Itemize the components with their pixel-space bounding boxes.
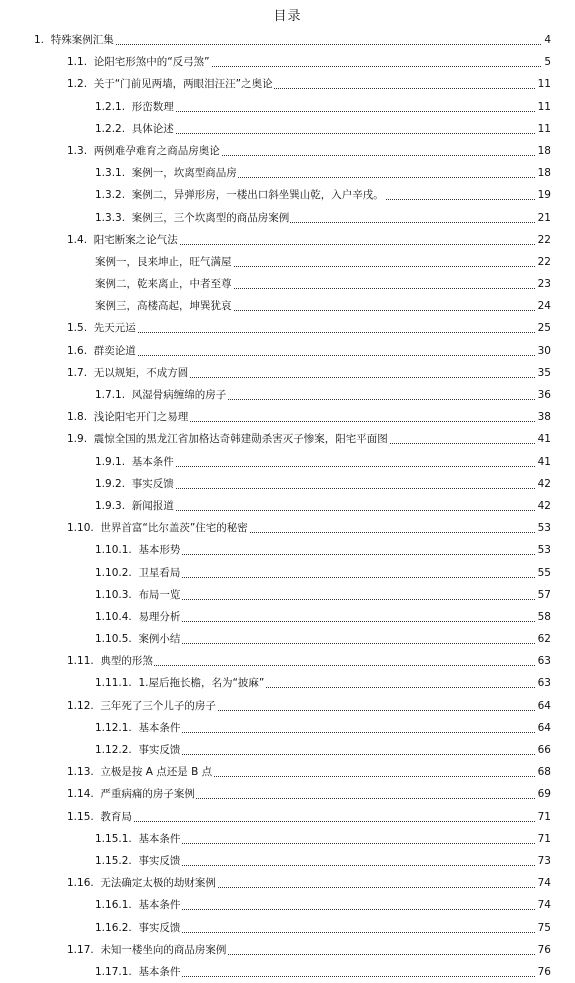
toc-entry-page-number: 11 [536, 96, 551, 118]
toc-entry-number: 1.3. [67, 144, 88, 157]
toc-entry[interactable] [0, 495, 575, 517]
toc-entry-text: 案例一，坎离型商品房 [131, 167, 237, 180]
toc-entry[interactable] [0, 872, 575, 894]
toc-entry-page-number: 35 [536, 362, 551, 384]
toc-entry-page-number: 23 [536, 273, 551, 295]
toc-entry-text: 易理分析 [138, 610, 181, 623]
toc-entry-page-number: 42 [536, 473, 551, 495]
toc-entry-page-number: 19 [536, 184, 551, 206]
toc-entry-label [95, 539, 181, 561]
toc-entry-page-number: 74 [536, 872, 551, 894]
toc-entry-label [95, 562, 181, 584]
toc-entry-text: 案例二，乾来离止，中者至尊 [95, 278, 232, 291]
toc-entry-text: 先天元运 [93, 322, 136, 335]
toc-entry-text: 基本形势 [138, 544, 181, 557]
toc-entry-number: 1.4. [67, 233, 88, 246]
toc-entry-page-number: 22 [536, 229, 551, 251]
toc-entry-label [67, 939, 227, 961]
toc-entry-page-number: 38 [536, 406, 551, 428]
toc-entry-text: 事实反馈 [138, 921, 181, 934]
toc-entry-page-number: 11 [536, 73, 551, 95]
toc-entry-label [95, 96, 175, 118]
toc-entry-page-number: 74 [536, 894, 551, 916]
toc-entry[interactable] [0, 406, 575, 428]
toc-entry-number: 1.15. [67, 810, 94, 823]
toc-entry-label [95, 184, 385, 206]
toc-entry-label [95, 961, 181, 983]
toc-entry-label [67, 140, 221, 162]
toc-entry[interactable] [0, 362, 575, 384]
toc-entry[interactable] [0, 606, 575, 628]
toc-entry-text: 案例小结 [138, 633, 181, 646]
toc-entry-text: 浅论阳宅开门之易理 [93, 411, 189, 424]
toc-entry-number: 1.7. [67, 366, 88, 379]
toc-entry-label [95, 606, 181, 628]
toc-entry-number: 1.10.5. [95, 633, 132, 646]
toc-entry-number: 1.16. [67, 877, 94, 890]
toc-entry-text: 无法确定太极的劫财案例 [100, 877, 216, 890]
toc-entry-number: 1.10.2. [95, 566, 132, 579]
toc-entry-page-number: 73 [536, 850, 551, 872]
toc-entry[interactable] [0, 539, 575, 561]
toc-list [0, 29, 575, 983]
toc-entry-page-number: 55 [536, 562, 551, 584]
toc-entry-label [67, 406, 189, 428]
toc-entry[interactable] [0, 761, 575, 783]
toc-entry[interactable] [0, 695, 575, 717]
toc-entry-page-number: 75 [536, 917, 551, 939]
toc-entry-page-number: 24 [536, 295, 551, 317]
toc-entry[interactable] [0, 939, 575, 961]
dot-leader [67, 332, 547, 333]
toc-entry-text: 卫星看局 [138, 566, 181, 579]
toc-entry-page-number: 42 [536, 495, 551, 517]
dot-leader [67, 355, 547, 356]
toc-entry-text: 特殊案例汇集 [50, 34, 114, 46]
toc-entry[interactable] [0, 51, 575, 73]
toc-entry-page-number: 68 [536, 761, 551, 783]
toc-entry-number: 1.17. [67, 943, 94, 956]
toc-entry[interactable] [0, 73, 575, 95]
toc-entry-page-number: 66 [536, 739, 551, 761]
toc-entry-number: 1. [34, 34, 45, 46]
toc-entry[interactable] [0, 717, 575, 739]
toc-entry-number: 1.15.2. [95, 854, 132, 867]
toc-entry[interactable] [0, 806, 575, 828]
toc-entry-label [67, 650, 154, 672]
toc-entry[interactable] [0, 473, 575, 495]
toc-entry-number: 1.7.1. [95, 389, 126, 401]
toc-entry-page-number: 63 [536, 650, 551, 672]
toc-entry-label [95, 672, 265, 694]
toc-entry-text: 事实反馈 [131, 477, 174, 490]
toc-entry-label [67, 806, 133, 828]
toc-entry[interactable] [0, 118, 575, 140]
toc-entry-page-number: 18 [536, 140, 551, 162]
toc-entry-page-number: 71 [536, 828, 551, 850]
toc-entry-number: 1.12.1. [95, 721, 132, 734]
toc-entry-page-number: 53 [536, 517, 551, 539]
toc-entry[interactable] [0, 917, 575, 939]
toc-entry-label [95, 894, 181, 916]
toc-entry-number: 1.9.3. [95, 499, 126, 512]
toc-entry[interactable] [0, 451, 575, 473]
toc-entry-number: 1.6. [67, 344, 88, 357]
toc-entry[interactable] [0, 340, 575, 362]
toc-entry-page-number: 41 [536, 428, 551, 450]
toc-entry-label [95, 495, 175, 517]
toc-entry-page-number: 4 [542, 29, 551, 51]
toc-entry-page-number: 62 [536, 628, 551, 650]
toc-entry-number: 1.13. [67, 766, 94, 779]
toc-entry-number: 1.12. [67, 699, 94, 712]
toc-entry-text: 风湿骨病缠绵的房子 [131, 389, 227, 401]
toc-entry-page-number: 18 [536, 162, 551, 184]
toc-entry[interactable] [0, 672, 575, 694]
toc-entry-text: 震惊全国的黑龙江省加格达奇韩建勋杀害灭子惨案，阳宅平面图 [93, 433, 388, 446]
toc-entry-number: 1.16.1. [95, 899, 132, 912]
toc-entry-label [67, 761, 213, 783]
toc-entry-text: 1.屋后拖长檐，名为“披麻” [138, 677, 265, 690]
toc-entry-text: 基本条件 [138, 965, 181, 978]
toc-entry-label [67, 51, 211, 73]
toc-entry-number: 1.8. [67, 411, 88, 424]
toc-entry[interactable] [0, 251, 575, 273]
toc-entry-label [67, 317, 137, 339]
toc-entry-text: 关于“门前见两墙，两眼泪汪汪”之奥论 [93, 78, 273, 91]
toc-entry-number: 1.3.1. [95, 167, 126, 180]
toc-entry-page-number: 25 [536, 317, 551, 339]
toc-entry[interactable] [0, 184, 575, 206]
toc-entry-page-number: 30 [536, 340, 551, 362]
toc-entry-page-number: 5 [542, 51, 551, 73]
toc-entry-label [67, 362, 189, 384]
toc-entry-page-number: 21 [536, 207, 551, 229]
toc-entry-text: 案例二，异弹形房，一楼出口斜坐巽山乾，入户辛戌。 [131, 189, 384, 202]
toc-entry-number: 1.2.2. [95, 122, 126, 135]
toc-entry[interactable] [0, 29, 575, 51]
toc-entry-label [95, 207, 290, 229]
toc-entry-label [95, 384, 227, 406]
toc-entry-number: 1.3.2. [95, 189, 126, 202]
toc-entry-text: 严重病痛的房子案例 [100, 788, 195, 801]
toc-entry-text: 典型的形煞 [100, 655, 153, 668]
toc-entry-label [95, 584, 181, 606]
toc-entry[interactable] [0, 140, 575, 162]
toc-entry-text: 案例三，三个坎离型的商品房案例 [131, 211, 290, 224]
toc-entry-label [95, 628, 181, 650]
toc-entry[interactable] [0, 850, 575, 872]
toc-entry-label [95, 850, 181, 872]
toc-entry-number: 1.11. [67, 655, 94, 668]
toc-entry-text: 阳宅断案之论气法 [93, 233, 178, 246]
toc-entry-number: 1.16.2. [95, 921, 132, 934]
toc-entry-text: 世界首富“比尔盖茨”住宅的秘密 [100, 522, 248, 535]
toc-entry[interactable] [0, 894, 575, 916]
toc-entry[interactable] [0, 295, 575, 317]
toc-entry-page-number: 63 [536, 672, 551, 694]
toc-entry-number: 1.9.1. [95, 455, 126, 468]
toc-entry-number: 1.15.1. [95, 832, 132, 845]
toc-entry-number: 1.9. [67, 433, 88, 446]
toc-entry-text: 基本条件 [138, 721, 181, 734]
toc-entry-number: 1.2. [67, 78, 88, 91]
toc-entry-page-number: 76 [536, 961, 551, 983]
toc-entry-label [95, 118, 175, 140]
toc-entry-label [95, 717, 181, 739]
toc-entry-text: 形峦数理 [131, 100, 174, 113]
toc-entry-label [95, 251, 233, 273]
toc-entry-page-number: 11 [536, 118, 551, 140]
toc-entry-page-number: 22 [536, 251, 551, 273]
toc-entry-text: 布局一览 [138, 588, 181, 601]
toc-entry[interactable] [0, 384, 575, 406]
toc-entry-number: 1.11.1. [95, 677, 132, 690]
toc-entry-text: 无以规矩，不成方圆 [93, 366, 189, 379]
toc-entry-text: 案例三，高楼高起，坤巽犹哀 [95, 300, 232, 313]
toc-entry-page-number: 41 [536, 451, 551, 473]
toc-entry-text: 案例一，艮来坤止，旺气满屋 [95, 255, 232, 268]
toc-entry-page-number: 64 [536, 717, 551, 739]
toc-entry-text: 事实反馈 [138, 854, 181, 867]
toc-entry-text: 新闻报道 [131, 499, 174, 512]
toc-entry[interactable] [0, 584, 575, 606]
toc-entry-label [67, 340, 137, 362]
toc-entry[interactable] [0, 207, 575, 229]
toc-entry-label [67, 517, 249, 539]
toc-entry[interactable] [0, 650, 575, 672]
toc-entry-text: 基本条件 [131, 455, 174, 468]
toc-entry-text: 两例难孕难育之商品房奥论 [93, 144, 220, 157]
toc-entry-label [95, 162, 238, 184]
toc-entry-page-number: 36 [536, 384, 551, 406]
toc-entry[interactable] [0, 229, 575, 251]
toc-entry-label [95, 917, 181, 939]
toc-entry[interactable] [0, 628, 575, 650]
toc-entry-number: 1.12.2. [95, 744, 132, 756]
toc-entry-label [67, 783, 196, 805]
toc-entry-label [95, 739, 181, 761]
toc-entry-number: 1.2.1. [95, 100, 126, 113]
toc-entry[interactable] [0, 317, 575, 339]
toc-entry[interactable] [0, 517, 575, 539]
toc-entry-page-number: 64 [536, 695, 551, 717]
toc-entry-text: 三年死了三个儿子的房子 [100, 699, 216, 712]
toc-entry-label [95, 451, 175, 473]
toc-title: 目录 [273, 9, 302, 24]
toc-entry-text: 具体论述 [131, 122, 174, 135]
toc-entry-number: 1.9.2. [95, 477, 126, 490]
toc-entry-page-number: 57 [536, 584, 551, 606]
toc-entry-number: 1.3.3. [95, 211, 126, 224]
toc-entry-text: 未知一楼坐向的商品房案例 [100, 943, 227, 956]
toc-entry-text: 群奕论道 [93, 344, 136, 357]
toc-entry-number: 1.10.3. [95, 588, 132, 601]
toc-entry-number: 1.1. [67, 56, 88, 69]
toc-entry-text: 论阳宅形煞中的“反弓煞” [93, 56, 210, 69]
toc-entry-number: 1.10. [67, 522, 94, 535]
toc-entry[interactable] [0, 961, 575, 983]
toc-entry-label [34, 29, 115, 51]
toc-entry-number: 1.14. [67, 788, 94, 801]
toc-entry-number: 1.5. [67, 322, 88, 335]
toc-entry[interactable] [0, 273, 575, 295]
dot-leader [67, 821, 547, 822]
toc-entry-label [67, 428, 389, 450]
toc-entry-text: 基本条件 [138, 899, 181, 912]
toc-entry-label [95, 828, 181, 850]
toc-entry[interactable] [0, 428, 575, 450]
toc-entry[interactable] [0, 783, 575, 805]
toc-entry-number: 1.17.1. [95, 965, 132, 978]
toc-entry-label [67, 73, 274, 95]
toc-entry-label [95, 473, 175, 495]
toc-entry-label [95, 273, 233, 295]
toc-entry[interactable] [0, 739, 575, 761]
toc-entry-page-number: 53 [536, 539, 551, 561]
toc-entry-text: 事实反馈 [138, 744, 181, 756]
toc-entry-page-number: 71 [536, 806, 551, 828]
toc-entry[interactable] [0, 828, 575, 850]
toc-entry-text: 教育局 [100, 810, 132, 823]
toc-entry-number: 1.10.1. [95, 544, 132, 557]
toc-entry[interactable] [0, 162, 575, 184]
toc-entry-text: 立极是按 A 点还是 B 点 [100, 766, 213, 779]
toc-entry-label [67, 695, 217, 717]
toc-entry-label [67, 872, 217, 894]
toc-entry[interactable] [0, 96, 575, 118]
toc-entry-label [95, 295, 233, 317]
toc-entry-number: 1.10.4. [95, 610, 132, 623]
toc-entry-page-number: 76 [536, 939, 551, 961]
toc-entry-label [67, 229, 179, 251]
toc-entry-page-number: 69 [536, 783, 551, 805]
toc-entry[interactable] [0, 562, 575, 584]
toc-entry-page-number: 58 [536, 606, 551, 628]
toc-entry-text: 基本条件 [138, 832, 181, 845]
